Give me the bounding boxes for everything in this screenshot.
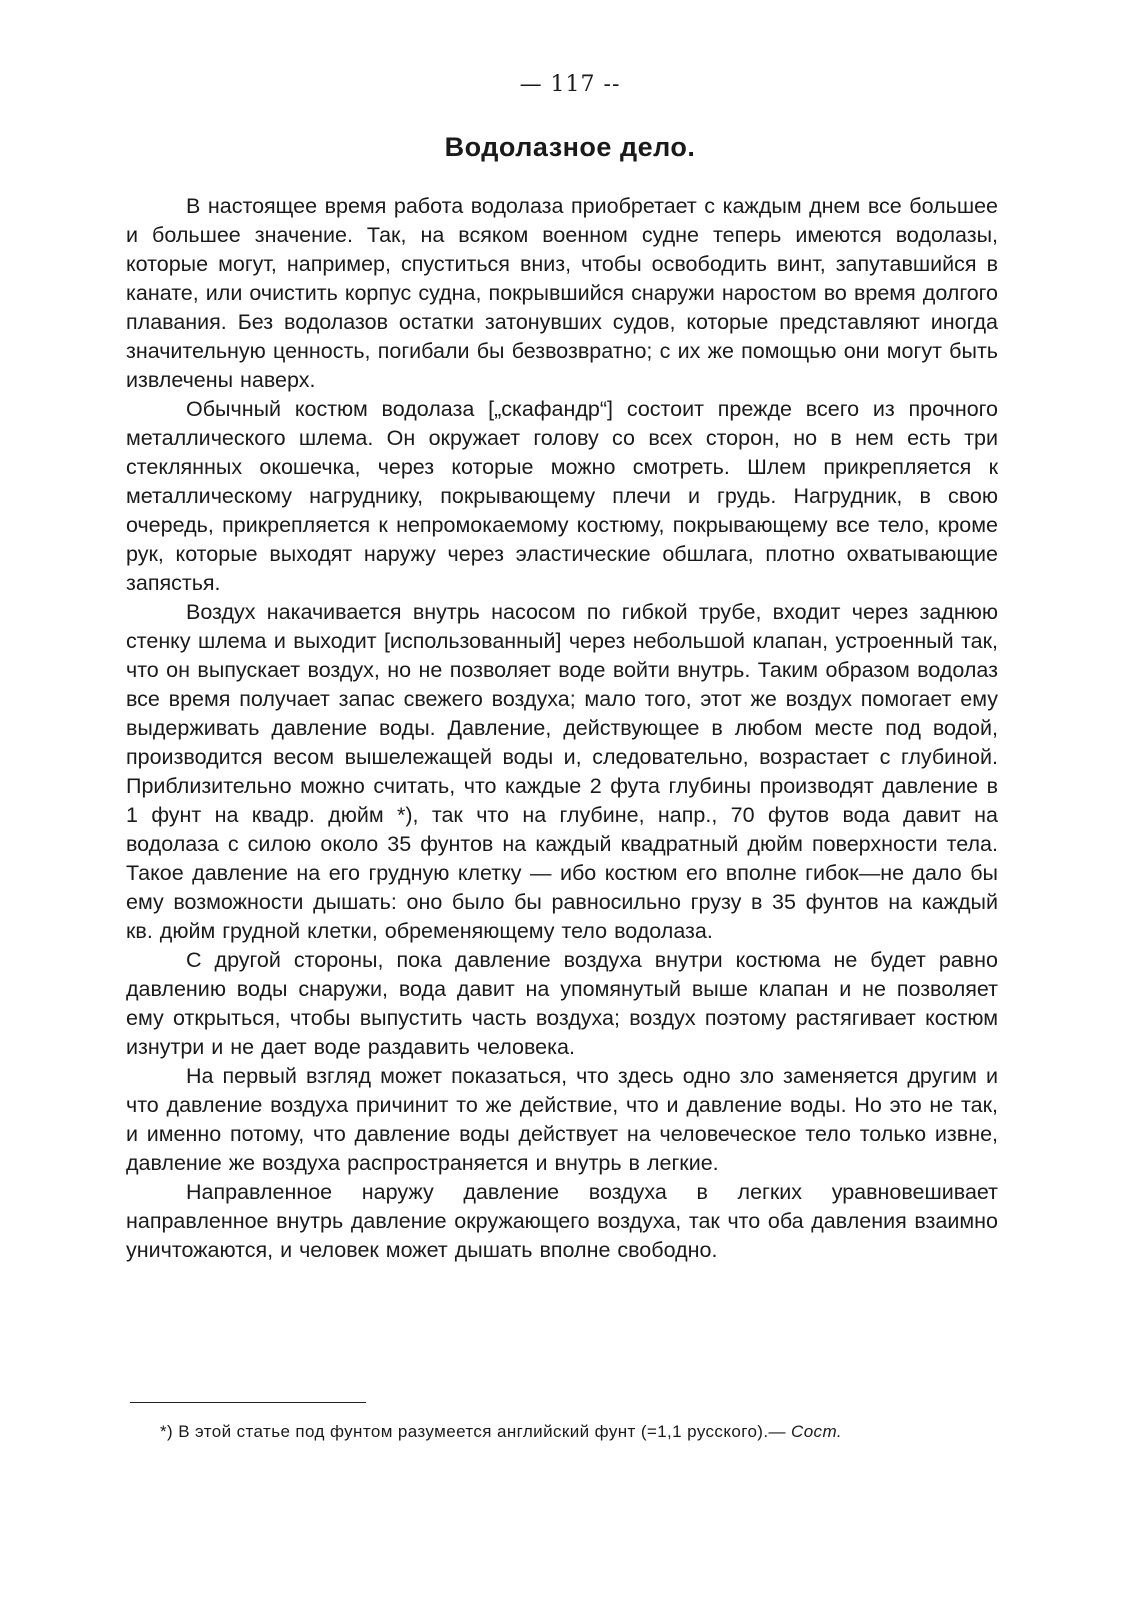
article-body <box>126 192 998 1265</box>
paragraph: Воздух накачивается внутрь насосом по гибкой трубе, входит через заднюю стенку шлема и выходит [использованный] через небольшой клапан, устроенный так, что он выпускает воздух, но не позволяет воде войти внутрь. Таким образом водолаз все время получает запас свежего воздуха; мало того, этот же воздух помогает ему выдерживать давление воды. Давление, действующее в любом месте под водой, производится весом вышележащей воды и, следовательно, возрастает с глубиной. Приблизительно можно считать, что каждые 2 фута глубины производят давление в 1 фунт на квадр. дюйм *), так что на глубине, напр., 70 футов вода давит на водолаза с силою около 35 фунтов на каждый квадратный дюйм поверхности тела. Такое давление на его грудную клетку — ибо костюм его вполне гибок—не дало бы ему возможности дышать: оно было бы равносильно грузу в 35 фунтов на каждый кв. дюйм грудной клетки, обременяющему тело водолаза. <box>126 600 998 943</box>
page-number: — 117 -- <box>519 72 621 97</box>
paragraph: С другой стороны, пока давление воздуха внутри костюма не будет равно давлению воды снаружи, вода давит на упомянутый выше клапан и не позволяет ему открыться, чтобы выпустить часть воздуха; воздух поэтому растягивает костюм изнутри и не дает воде раздавить человека. <box>126 948 998 1059</box>
paragraph: Направленное наружу давление воздуха в легких уравновешивает направленное внутрь давление окружающего воздуха, так что оба давления взаимно уничтожаются, и человек может дышать вполне свободно. <box>126 1180 998 1262</box>
footnote-attribution: Сост. <box>791 1422 842 1441</box>
footnote-text: *) В этой статье под фунтом разумеется английский фунт (=1,1 русского).— <box>160 1422 786 1441</box>
paragraph: На первый взгляд может показаться, что здесь одно зло заменяется другим и что давление воздуха причинит то же действие, что и давление воды. Но это не так, и именно потому, что давление воды действует на человеческое тело только извне, давление же воздуха распространяется и внутрь в легкие. <box>126 1064 998 1175</box>
paragraph: Обычный костюм водолаза [„скафандр“] состоит прежде всего из прочного металлического шлема. Он окружает голову со всех сторон, но в нем есть три стеклянных окошечка, через которые можно смотреть. Шлем прикрепляется к металлическому нагруднику, покрывающему плечи и грудь. Нагрудник, в свою очередь, прикрепляется к непромокаемому костюму, покрывающему все тело, кроме рук, которые выходят наружу через эластические обшлага, плотно охватывающие запястья. <box>126 397 998 595</box>
footnote <box>160 1420 1000 1444</box>
page-title: Водолазное дело. <box>444 132 696 162</box>
footnote-divider <box>130 1402 366 1403</box>
paragraph: В настоящее время работа водолаза приобретает с каждым днем все большее и большее значение. Так, на всяком военном судне теперь имеются водолазы, которые могут, например, спуститься вниз, чтобы освободить винт, запутавшийся в канате, или очистить корпус судна, покрывшийся снаружи наростом во время долгого плавания. Без водолазов остатки затонувших судов, которые представляют иногда значительную ценность, погибали бы безвозвратно; с их же помощью они могут быть извлечены наверх. <box>126 194 998 392</box>
